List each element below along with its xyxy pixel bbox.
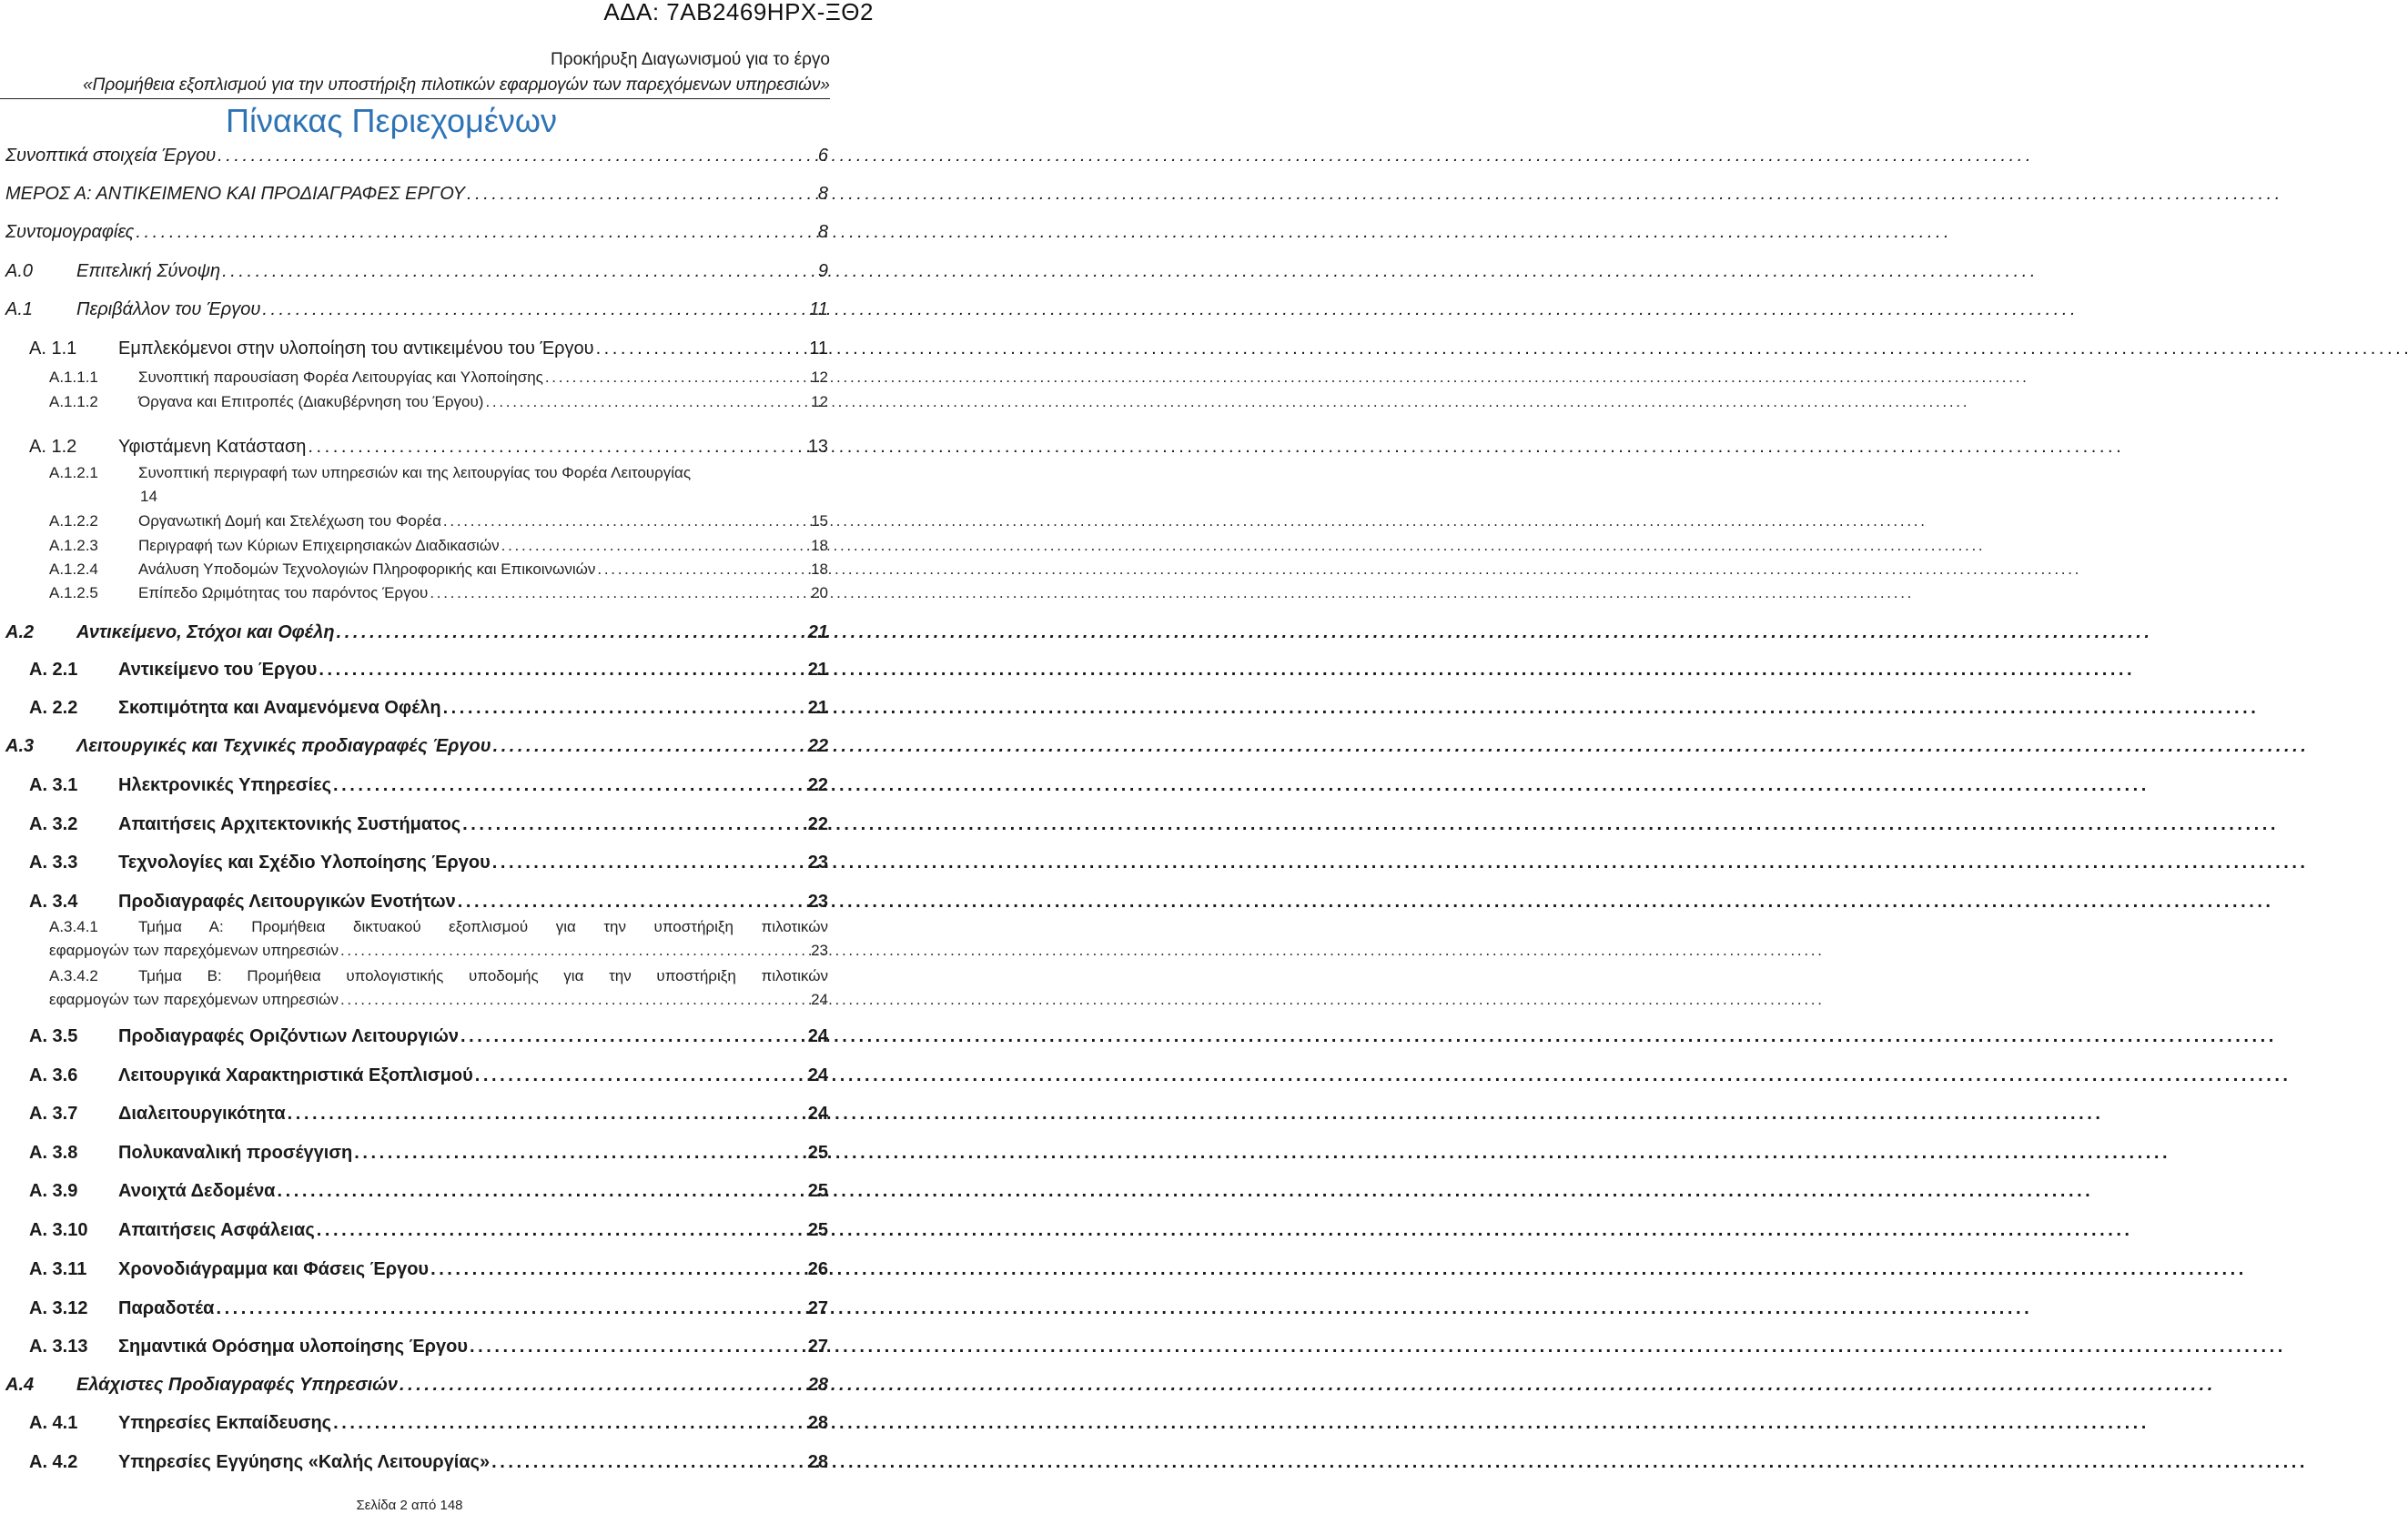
toc-entry-page: 8 (817, 222, 828, 242)
toc-entry-number: Α. 3.10 (29, 1220, 88, 1240)
toc-leader-dots (337, 622, 806, 643)
toc-entry[interactable] (5, 584, 828, 602)
toc-entry-number: Α. 3.3 (29, 853, 78, 873)
toc-leader-dots (475, 1065, 806, 1086)
toc-entry[interactable] (5, 368, 828, 387)
header-line-2: «Προμήθεια εξοπλισμού για την υποστήριξη πιλοτικών εφαρμογών των παρεχόμενων υπηρεσιών» (83, 76, 830, 95)
toc-entry-text: Τμήμα Β: Προμήθεια υπολογιστικής υποδομής για την υποστήριξη πιλοτικών (138, 967, 828, 984)
toc-entry-page: 21 (807, 660, 828, 680)
toc-entry-page: 28 (807, 1375, 828, 1395)
toc-entry-number: Α.1.2.5 (49, 584, 98, 601)
toc-leader-dots (222, 261, 816, 282)
toc-entry-text: Εμπλεκόμενοι στην υλοποίηση του αντικειμένου του Έργου (118, 338, 594, 358)
toc-entry-number: Α.1.2.3 (49, 537, 98, 554)
toc-entry-number: Α. 3.7 (29, 1104, 78, 1124)
toc-entry-number: Α. 4.1 (29, 1413, 78, 1433)
toc-entry-text: Υπηρεσίες Εγγύησης «Καλής Λειτουργίας» (118, 1452, 491, 1472)
toc-entry-page: 11 (809, 299, 828, 319)
toc-entry-number: Α.1.1.1 (49, 368, 98, 386)
toc-entry-text-continued: εφαρμογών των παρεχόμενων υπηρεσιών (49, 942, 339, 959)
toc-entry-page: 12 (811, 368, 828, 386)
toc-entry-text: Πολυκαναλική προσέγγιση (118, 1143, 353, 1163)
toc-leader-dots (308, 437, 805, 458)
toc-entry[interactable] (5, 1026, 828, 1047)
toc-entry-text: Ανάλυση Υποδομών Τεχνολογιών Πληροφορικής και Επικοινωνιών (138, 560, 596, 578)
toc-leader-dots (340, 939, 809, 963)
toc-entry-number: Α.1.2.4 (49, 560, 98, 578)
toc-entry[interactable] (5, 261, 828, 282)
toc-entry-text: Τεχνολογίες και Σχέδιο Υλοποίησης Έργου (118, 853, 491, 873)
toc-entry-number: Α.1 (5, 299, 34, 319)
toc-leader-dots (458, 892, 806, 913)
toc-entry-number: Α.3.4.1 (49, 918, 98, 935)
toc-entry-page: 13 (807, 437, 828, 457)
toc-entry[interactable] (5, 560, 828, 579)
toc-leader-dots (501, 537, 809, 555)
toc-entry[interactable] (5, 892, 828, 913)
toc-entry[interactable] (5, 1220, 828, 1241)
toc-entry[interactable] (5, 222, 828, 243)
toc-entry-number: Α. 2.1 (29, 660, 78, 680)
toc-entry-text: Σκοπιμότητα και Αναμενόμενα Οφέλη (118, 698, 441, 718)
header-divider (0, 98, 830, 99)
toc-entry-number: Α. 3.8 (29, 1143, 78, 1163)
toc-entry[interactable] (5, 1413, 828, 1434)
toc-leader-dots (333, 1413, 806, 1434)
toc-entry-page: 27 (807, 1298, 828, 1318)
toc-entry-text: Παραδοτέα (118, 1298, 215, 1318)
header-line-1: Προκήρυξη Διαγωνισμού για το έργο (551, 50, 830, 69)
toc-entry-number: Α. 4.2 (29, 1452, 78, 1472)
toc-entry-page: 25 (807, 1181, 828, 1201)
toc-entry-number: Α.4 (5, 1375, 35, 1395)
toc-leader-dots (216, 1298, 805, 1319)
toc-title: Πίνακας Περιεχομένων (226, 102, 557, 139)
toc-entry-number: Α.1.2.2 (49, 512, 98, 530)
toc-leader-dots (430, 584, 809, 602)
toc-entry-page: 9 (817, 261, 828, 281)
toc-entry-page: 21 (807, 698, 828, 718)
toc-leader-dots (430, 1259, 806, 1280)
toc-entry[interactable] (5, 736, 828, 757)
toc-entry[interactable] (5, 964, 828, 1012)
toc-leader-dots (400, 1375, 806, 1396)
toc-entry-text: Συντομογραφίες (5, 222, 135, 242)
toc-entry-text: Τμήμα Α: Προμήθεια δικτυακού εξοπλισμού για την υποστήριξη πιλοτικών (138, 918, 828, 935)
toc-entry-page: 15 (811, 512, 828, 530)
toc-leader-dots (596, 338, 808, 359)
toc-leader-dots (485, 393, 809, 411)
toc-leader-dots (492, 853, 806, 873)
toc-leader-dots (262, 299, 807, 320)
toc-entry-number: Α.3 (5, 736, 35, 756)
toc-entry-page: 18 (811, 560, 828, 578)
document-header (83, 47, 830, 98)
toc-entry-page: 27 (807, 1337, 828, 1357)
toc-entry-page: 22 (807, 736, 828, 756)
toc-entry-page: 22 (807, 814, 828, 834)
toc-leader-dots (136, 222, 816, 243)
toc-entry-number: Α. 1.1 (29, 338, 77, 358)
toc-entry[interactable] (5, 1181, 828, 1202)
toc-entry-page: 23 (811, 942, 828, 959)
toc-entry[interactable] (5, 1375, 828, 1396)
toc-entry-page: 8 (817, 184, 828, 204)
toc-entry-number: Α. 3.2 (29, 814, 78, 834)
toc-entry-number: Α.2 (5, 622, 35, 642)
toc-leader-dots (491, 1452, 806, 1473)
toc-entry-text: Περιγραφή των Κύριων Επιχειρησιακών Διαδικασιών (138, 537, 500, 554)
toc-entry-page: 26 (807, 1259, 828, 1279)
toc-leader-dots (340, 988, 809, 1012)
toc-entry-page: 21 (807, 622, 828, 642)
toc-entry-page: 28 (807, 1413, 828, 1433)
toc-entry-text: Συνοπτική παρουσίαση Φορέα Λειτουργίας και Υλοποίησης (138, 368, 543, 386)
toc-leader-dots (597, 560, 809, 579)
toc-entry-page: 24 (807, 1104, 828, 1124)
toc-entry[interactable] (5, 437, 828, 458)
toc-entry[interactable] (5, 146, 828, 167)
toc-entry-number: Α. 2.2 (29, 698, 78, 718)
toc-entry-page: 22 (807, 775, 828, 795)
toc-entry[interactable] (5, 1065, 828, 1086)
ada-code: ΑΔΑ: 7ΑΒ2469ΗΡΧ-ΞΘ2 (603, 0, 874, 25)
toc-entry-page: 25 (807, 1143, 828, 1163)
toc-entry[interactable] (5, 299, 828, 320)
toc-entry-page: 23 (807, 892, 828, 912)
toc-entry-text: Λειτουργικά Χαρακτηριστικά Εξοπλισμού (118, 1065, 473, 1085)
toc-entry[interactable] (5, 915, 828, 963)
toc-leader-dots (460, 1026, 806, 1047)
toc-entry-page: 24 (807, 1026, 828, 1046)
toc-entry-text: Απαιτήσεις Αρχιτεκτονικής Συστήματος (118, 814, 461, 834)
toc-entry-text: Διαλειτουργικότητα (118, 1104, 286, 1124)
toc-entry[interactable] (5, 537, 828, 555)
toc-leader-dots (319, 660, 805, 681)
toc-entry-number: Α.1.1.2 (49, 393, 98, 410)
toc-entry[interactable] (5, 775, 828, 796)
toc-entry-number: Α.1.2.1 (49, 464, 98, 481)
toc-entry-text: Συνοπτικά στοιχεία Έργου (5, 146, 217, 166)
toc-entry[interactable] (5, 1337, 828, 1358)
toc-entry-text: Ελάχιστες Προδιαγραφές Υπηρεσιών (76, 1375, 398, 1395)
toc-entry-text: Υπηρεσίες Εκπαίδευσης (118, 1413, 332, 1433)
toc-leader-dots (218, 146, 816, 167)
toc-entry[interactable] (5, 1452, 828, 1473)
toc-entry-text: Απαιτήσεις Ασφάλειας (118, 1220, 315, 1240)
toc-leader-dots (545, 368, 809, 387)
toc-entry[interactable] (5, 1298, 828, 1319)
toc-entry-page: 28 (807, 1452, 828, 1472)
toc-entry-number: Α. 3.5 (29, 1026, 78, 1046)
toc-entry-page: 18 (811, 537, 828, 554)
toc-entry[interactable] (5, 464, 828, 482)
toc-entry[interactable] (5, 622, 828, 643)
toc-leader-dots (467, 184, 816, 205)
toc-entry[interactable] (5, 660, 828, 681)
toc-entry-page: 12 (811, 393, 828, 410)
toc-entry[interactable] (5, 698, 828, 719)
toc-entry-page: 14 (140, 488, 157, 505)
toc-entry-number: Α. 3.13 (29, 1337, 88, 1357)
toc-entry-page: 6 (817, 146, 828, 166)
toc-entry-text: Αντικείμενο, Στόχοι και Οφέλη (76, 622, 335, 642)
toc-leader-dots (493, 736, 806, 757)
toc-entry-number: Α. 3.9 (29, 1181, 78, 1201)
toc-entry-text: Ηλεκτρονικές Υπηρεσίες (118, 775, 332, 795)
toc-entry-page: 20 (811, 584, 828, 601)
toc-entry-text: ΜΕΡΟΣ Α: ΑΝΤΙΚΕΙΜΕΝΟ ΚΑΙ ΠΡΟΔΙΑΓΡΑΦΕΣ ΕΡΓΟΥ (5, 184, 465, 204)
toc-leader-dots (462, 814, 806, 835)
toc-entry-page: 11 (809, 338, 828, 358)
toc-entry-page: 24 (807, 1065, 828, 1085)
toc-entry-number: Α. 3.4 (29, 892, 78, 912)
toc-leader-dots (354, 1143, 806, 1164)
toc-entry-text: Ανοιχτά Δεδομένα (118, 1181, 276, 1201)
toc-entry[interactable] (5, 1259, 828, 1280)
toc-entry-page: 25 (807, 1220, 828, 1240)
toc-entry-number: Α.3.4.2 (49, 967, 98, 984)
toc-entry-text: Επίπεδο Ωριμότητας του παρόντος Έργου (138, 584, 429, 601)
toc-entry-text: Σημαντικά Ορόσημα υλοποίησης Έργου (118, 1337, 469, 1357)
toc-leader-dots (317, 1220, 806, 1241)
toc-entry[interactable] (5, 853, 828, 873)
toc-entry-page: 24 (811, 991, 828, 1008)
toc-entry-text: Επιτελική Σύνοψη (76, 261, 221, 281)
toc-entry-number: Α. 3.1 (29, 775, 78, 795)
toc-entry-text-continued: εφαρμογών των παρεχόμενων υπηρεσιών (49, 991, 339, 1008)
page-footer: Σελίδα 2 από 148 (356, 1498, 463, 1513)
toc-entry-text: Προδιαγραφές Οριζόντιων Λειτουργιών (118, 1026, 460, 1046)
toc-entry[interactable] (5, 184, 828, 205)
toc-leader-dots (288, 1104, 806, 1125)
toc-entry[interactable] (5, 338, 828, 359)
toc-entry-text: Προδιαγραφές Λειτουργικών Ενοτήτων (118, 892, 456, 912)
toc-leader-dots (277, 1181, 805, 1202)
toc-entry-number: Α.0 (5, 261, 34, 281)
toc-entry-text: Συνοπτική περιγραφή των υπηρεσιών και της λειτουργίας του Φορέα Λειτουργίας (138, 464, 692, 481)
toc-entry-number: Α. 3.12 (29, 1298, 88, 1318)
toc-leader-dots (443, 698, 806, 719)
toc-entry[interactable] (5, 393, 828, 411)
toc-entry-page: 23 (807, 853, 828, 873)
toc-entry-text: Όργανα και Επιτροπές (Διακυβέρνηση του Έργου) (138, 393, 484, 410)
toc-entry-number: Α. 3.11 (29, 1259, 87, 1279)
toc-entry-number: Α. 3.6 (29, 1065, 78, 1085)
toc-entry-text: Χρονοδιάγραμμα και Φάσεις Έργου (118, 1259, 430, 1279)
toc-leader-dots (333, 775, 806, 796)
toc-entry-text: Λειτουργικές και Τεχνικές προδιαγραφές Έργου (76, 736, 491, 756)
toc-entry-number: Α. 1.2 (29, 437, 77, 457)
toc-entry[interactable] (5, 814, 828, 835)
toc-leader-dots (443, 512, 809, 530)
toc-entry-text: Περιβάλλον του Έργου (76, 299, 261, 319)
toc-entry[interactable] (5, 1143, 828, 1164)
toc-entry[interactable] (5, 1104, 828, 1125)
toc-entry-text: Υφιστάμενη Κατάσταση (118, 437, 307, 457)
toc-entry[interactable] (5, 512, 828, 530)
toc-entry-text: Αντικείμενο του Έργου (118, 660, 318, 680)
toc-entry-text: Οργανωτική Δομή και Στελέχωση του Φορέα (138, 512, 441, 530)
toc-leader-dots (470, 1337, 806, 1358)
